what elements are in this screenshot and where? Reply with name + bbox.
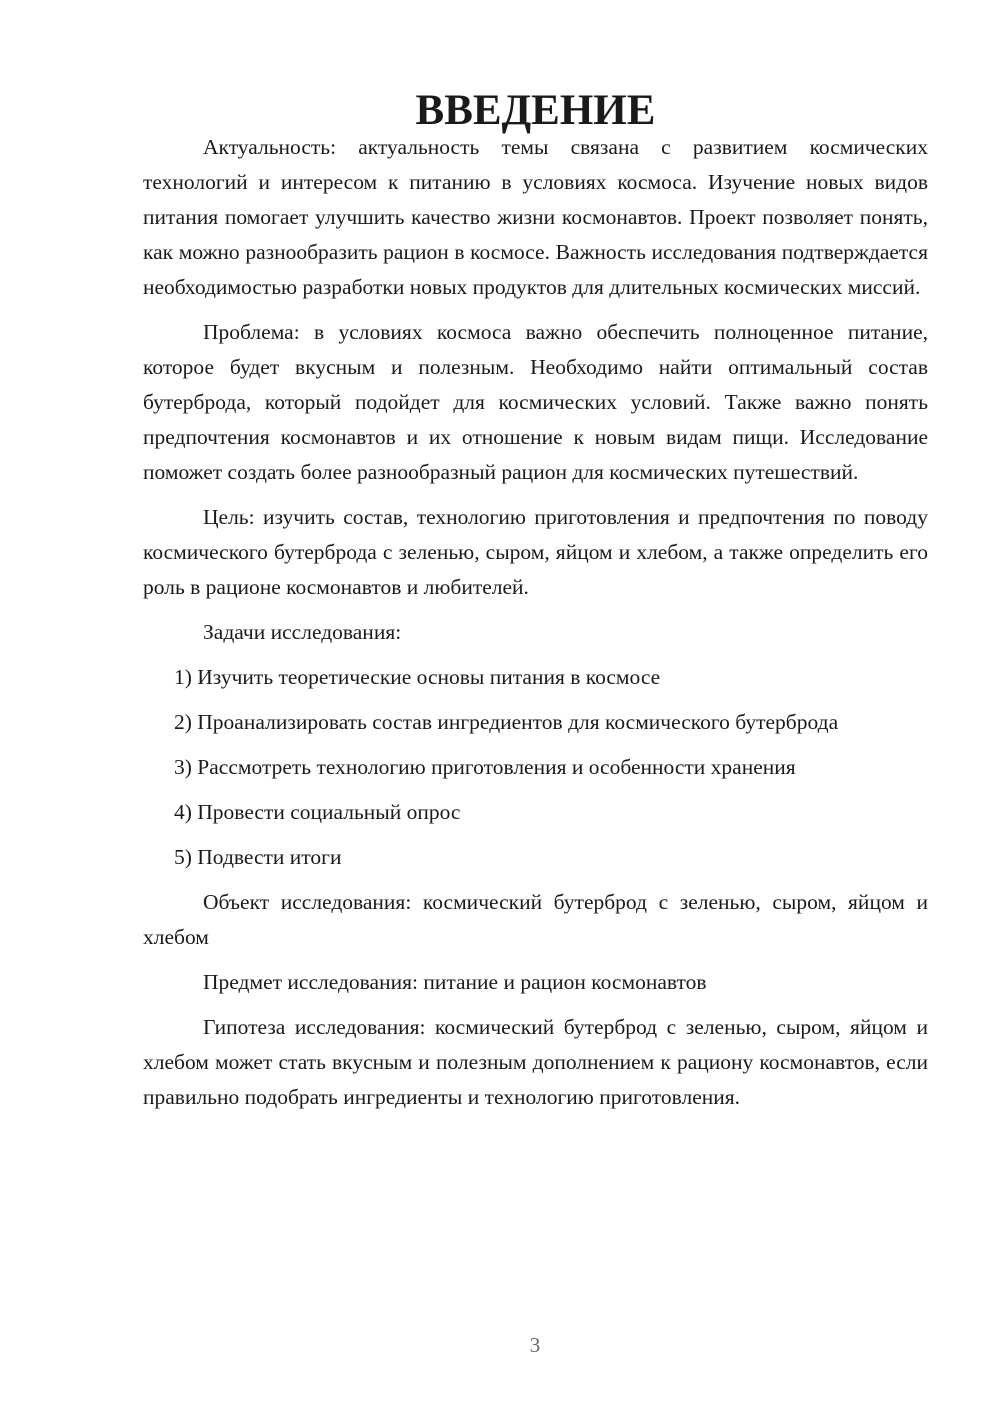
task-item-3: 3) Рассмотреть технологию приготовления и особенности хранения (174, 755, 796, 779)
page-number: 3 (529, 1333, 541, 1357)
task-item-2: 2) Проанализировать состав ингредиентов для космического бутерброда (174, 710, 839, 734)
task-item-5: 5) Подвести итоги (174, 845, 342, 869)
relevance-paragraph: Актуальность: актуальность темы связана с развитием космических технологий и интересом к питанию в условиях космоса. Изучение новых видов питания помогает улучшить качество жизни космонавтов. Проект позволяет понять, как можно разнообразить рацион в космосе. Важность исследования подтверждается необходимостью разработки новых продуктов для длительных космических миссий. (143, 135, 928, 299)
subject-paragraph: Предмет исследования: питание и рацион космонавтов (203, 970, 707, 994)
object-paragraph: Объект исследования: космический бутерброд с зеленью, сыром, яйцом и хлебом (143, 890, 928, 949)
task-item-4: 4) Провести социальный опрос (174, 800, 461, 824)
page-title: ВВЕДЕНИЕ (415, 87, 656, 134)
problem-paragraph: Проблема: в условиях космоса важно обеспечить полноценное питание, которое будет вкусным и полезным. Необходимо найти оптимальный состав бутерброда, который подойдет для космических условий. Также важно понять предпочтения космонавтов и их отношение к новым видам пищи. Исследование поможет создать более разнообразный рацион для космических путешествий. (143, 320, 928, 484)
document-page (143, 87, 928, 1125)
hypothesis-paragraph: Гипотеза исследования: космический бутерброд с зеленью, сыром, яйцом и хлебом может стать вкусным и полезным дополнением к рациону космонавтов, если правильно подобрать ингредиенты и технологию приготовления. (143, 1015, 928, 1109)
goal-paragraph: Цель: изучить состав, технологию приготовления и предпочтения по поводу космического бутерброда с зеленью, сыром, яйцом и хлебом, а также определить его роль в рационе космонавтов и любителей. (143, 505, 928, 599)
task-item-1: 1) Изучить теоретические основы питания в космосе (174, 665, 661, 689)
tasks-heading: Задачи исследования: (203, 620, 402, 644)
